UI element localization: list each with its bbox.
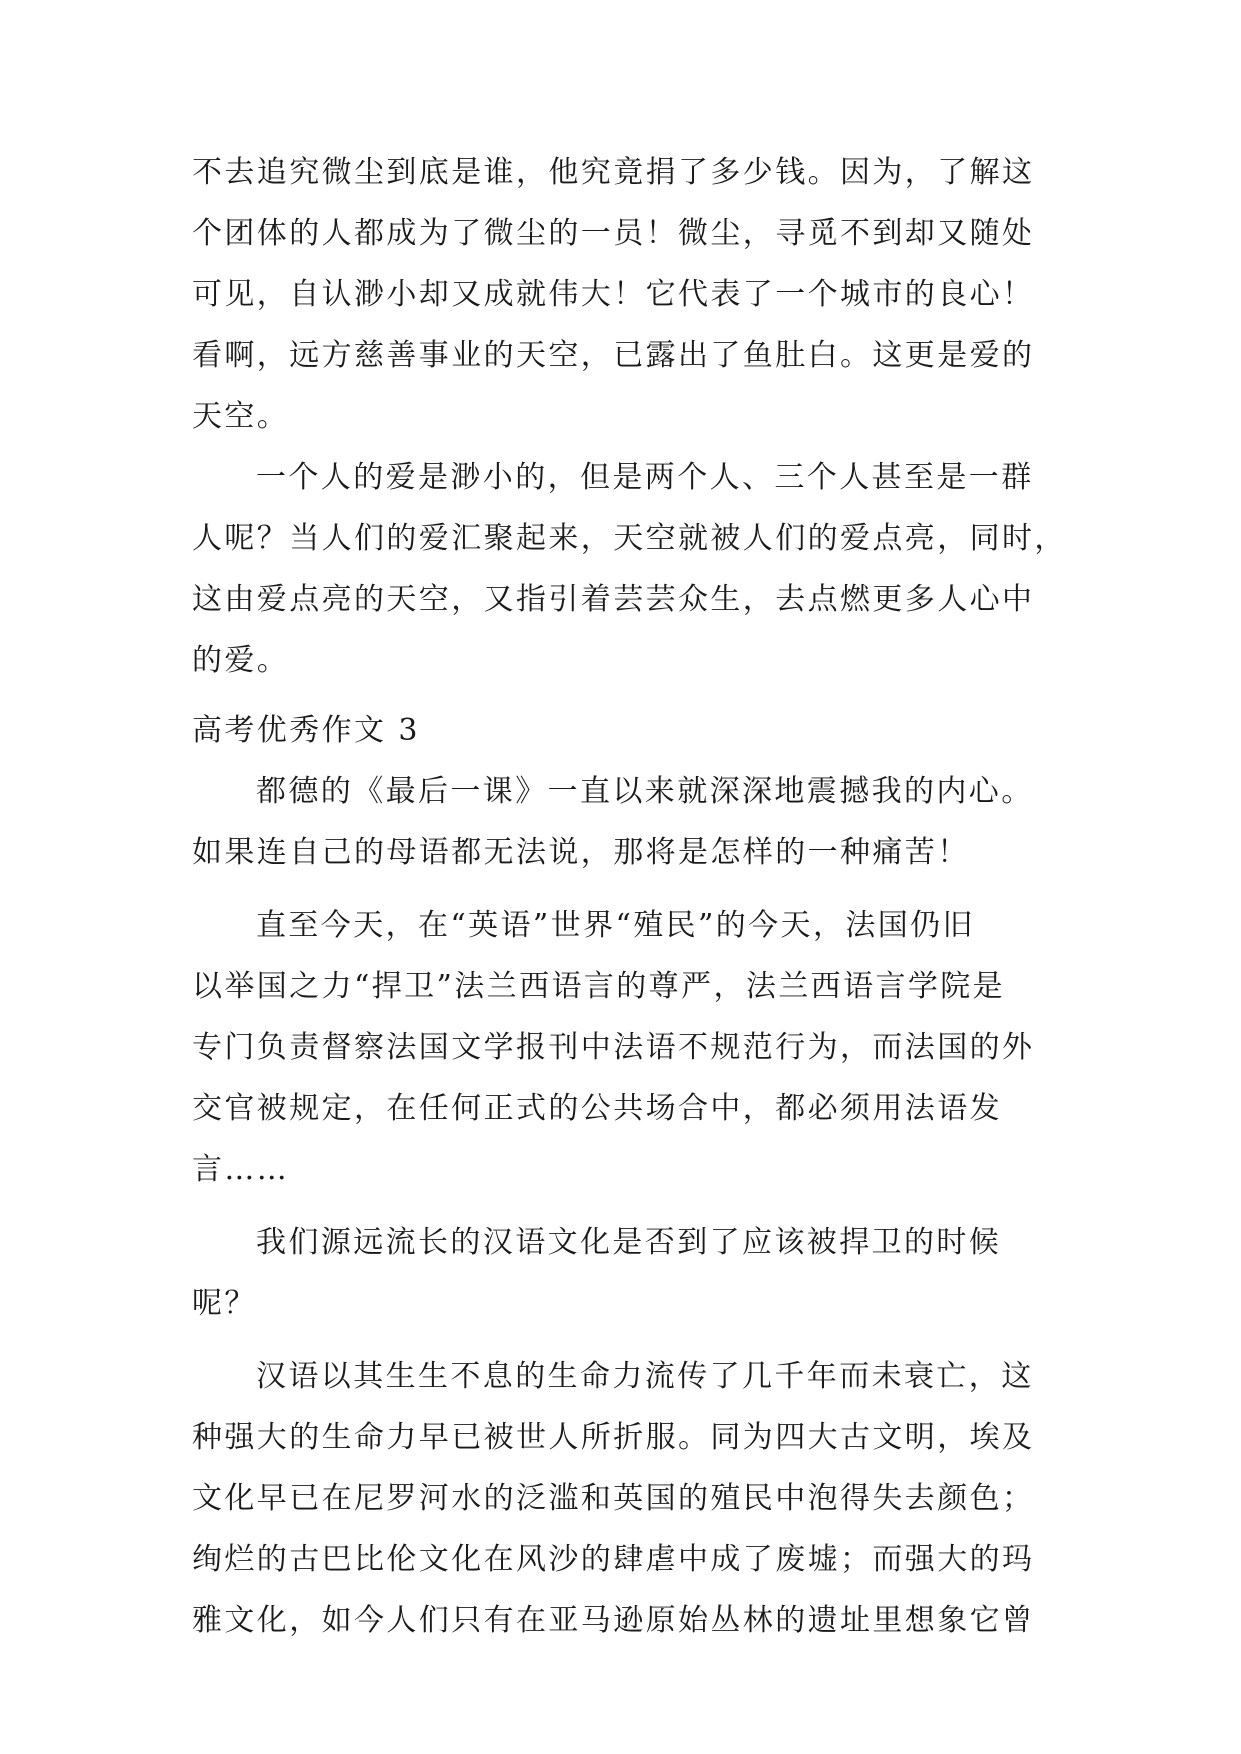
paragraph-start-line: 一个人的爱是渺小的，但是两个人、三个人甚至是一群 — [256, 460, 1034, 495]
text-line: 绚烂的古巴比伦文化在风沙的肆虐中成了废墟；而强大的玛 — [192, 1542, 1035, 1577]
paragraph-start-line: 我们源远流长的汉语文化是否到了应该被捍卫的时候 — [256, 1225, 1002, 1260]
text-line: 可见，自认渺小却又成就伟大！它代表了一个城市的良心！ — [192, 277, 1035, 312]
text-line: 雅文化，如今人们只有在亚马逊原始丛林的遗址里想象它曾 — [192, 1603, 1035, 1638]
paragraph-start-line: 都德的《最后一课》一直以来就深深地震撼我的内心。 — [256, 774, 1034, 809]
text-line: 言…… — [192, 1152, 290, 1187]
text-line: 交官被规定，在任何正式的公共场合中，都必须用法语发 — [192, 1091, 1002, 1126]
text-line: 种强大的生命力早已被世人所折服。同为四大古文明，埃及 — [192, 1420, 1035, 1455]
text-line: 以举国之力“捍卫”法兰西语言的尊严，法兰西语言学院是 — [192, 969, 1006, 1004]
paragraph-start-line: 直至今天，在“英语”世界“殖民”的今天，法国仍旧 — [256, 908, 975, 943]
text-line: 个团体的人都成为了微尘的一员！微尘，寻觅不到却又随处 — [192, 216, 1035, 251]
section-heading: 高考优秀作文 3 — [192, 713, 420, 748]
text-line: 人呢？当人们的爱汇聚起来，天空就被人们的爱点亮，同时， — [192, 521, 1067, 556]
text-line: 如果连自己的母语都无法说，那将是怎样的一种痛苦！ — [192, 835, 970, 870]
text-line: 看啊，远方慈善事业的天空，已露出了鱼肚白。这更是爱的 — [192, 338, 1035, 373]
text-line: 专门负责督察法国文学报刊中法语不规范行为，而法国的外 — [192, 1030, 1035, 1065]
text-line: 的爱。 — [192, 643, 290, 678]
text-line: 呢？ — [192, 1286, 257, 1321]
text-line: 不去追究微尘到底是谁，他究竟捐了多少钱。因为，了解这 — [192, 155, 1035, 190]
paragraph-start-line: 汉语以其生生不息的生命力流传了几千年而未衰亡，这 — [256, 1359, 1034, 1394]
document-body — [192, 155, 1067, 1638]
text-line: 文化早已在尼罗河水的泛滥和英国的殖民中泡得失去颜色； — [192, 1481, 1035, 1516]
text-line: 天空。 — [192, 399, 290, 434]
text-line: 这由爱点亮的天空，又指引着芸芸众生，去点燃更多人心中 — [192, 582, 1035, 617]
